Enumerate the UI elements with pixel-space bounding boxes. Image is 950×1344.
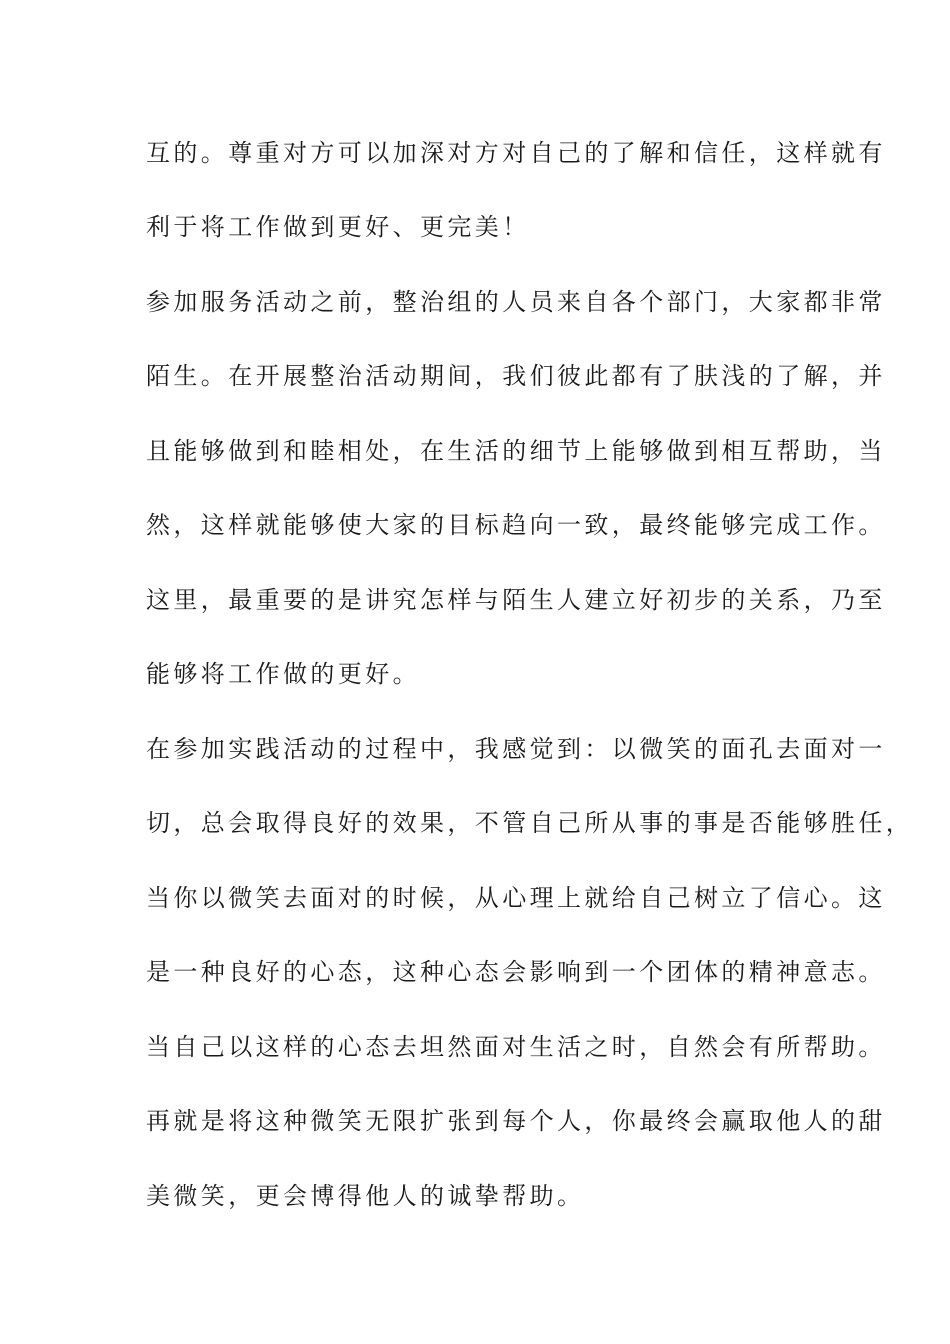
text-line: 美微笑，更会博得他人的诚挚帮助。 xyxy=(146,1182,585,1210)
text-line: 在参加实践活动的过程中，我感觉到：以微笑的面孔去面对一 xyxy=(146,735,886,763)
text-line: 是一种良好的心态，这种心态会影响到一个团体的精神意志。 xyxy=(146,958,886,986)
text-line: 能够将工作做的更好。 xyxy=(146,660,420,688)
text-line: 这里，最重要的是讲究怎样与陌生人建立好初步的关系，乃至 xyxy=(146,586,886,614)
text-line: 陌生。在开展整治活动期间，我们彼此都有了肤浅的了解，并 xyxy=(146,362,886,390)
text-line: 然，这样就能够使大家的目标趋向一致，最终能够完成工作。 xyxy=(146,511,886,539)
text-line: 利于将工作做到更好、更完美！ xyxy=(146,213,530,241)
text-line: 互的。尊重对方可以加深对方对自己的了解和信任，这样就有 xyxy=(146,139,886,167)
text-line: 参加服务活动之前，整治组的人员来自各个部门，大家都非常 xyxy=(146,288,886,316)
text-line: 再就是将这种微笑无限扩张到每个人，你最终会赢取他人的甜 xyxy=(146,1107,886,1135)
text-line: 当自己以这样的心态去坦然面对生活之时，自然会有所帮助。 xyxy=(146,1033,886,1061)
text-line: 切，总会取得良好的效果，不管自己所从事的事是否能够胜任， xyxy=(146,809,914,837)
text-line: 当你以微笑去面对的时候，从心理上就给自己树立了信心。这 xyxy=(146,884,886,912)
text-line: 且能够做到和睦相处，在生活的细节上能够做到相互帮助，当 xyxy=(146,437,886,465)
